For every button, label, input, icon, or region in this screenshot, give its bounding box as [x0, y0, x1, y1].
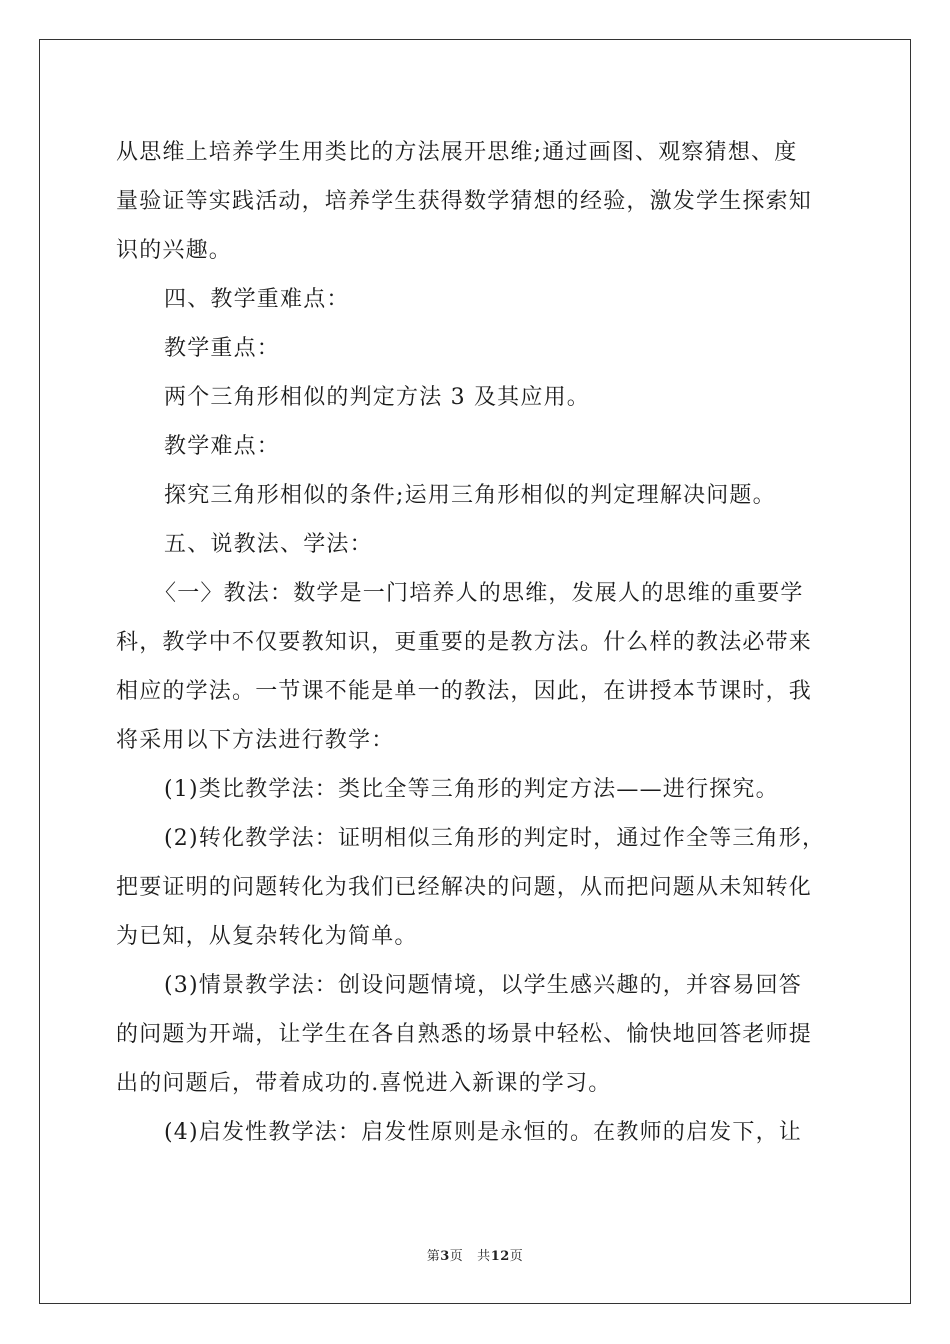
footer-page-number: 3 — [440, 1249, 450, 1264]
text-line-6: 两个三角形相似的判定方法 3 及其应用。 — [164, 385, 590, 410]
text-line-1: 从思维上培养学生用类比的方法展开思维;通过画图、观察猜想、度 — [116, 140, 798, 165]
footer-total-suffix: 页 — [509, 1249, 524, 1264]
subheading-key-points: 教学重点： — [164, 336, 281, 361]
page-footer — [0, 1245, 950, 1264]
footer-page-suffix: 页 — [449, 1249, 464, 1264]
text-line-3: 识的兴趣。 — [116, 238, 233, 263]
text-line-2: 量验证等实践活动，培养学生获得数学猜想的经验，激发学生探索知 — [116, 189, 813, 214]
section-heading-5: 五、说教法、学法： — [164, 532, 373, 557]
text-line-8: 探究三角形相似的条件;运用三角形相似的判定理解决问题。 — [164, 483, 776, 508]
footer-total-pages: 12 — [490, 1249, 510, 1264]
text-line-21: (4)启发性教学法：启发性原则是永恒的。在教师的启发下，让 — [164, 1120, 802, 1145]
text-line-17: 为已知，从复杂转化为简单。 — [116, 924, 418, 949]
text-line-13: 将采用以下方法进行教学： — [116, 728, 395, 753]
text-line-11: 科，教学中不仅要教知识，更重要的是教方法。什么样的教法必带来 — [116, 630, 813, 655]
subheading-difficulties: 教学难点： — [164, 434, 281, 459]
text-line-10: 〈一〉教法：数学是一门培养人的思维，发展人的思维的重要学 — [154, 581, 804, 606]
text-line-20: 出的问题后，带着成功的.喜悦进入新课的学习。 — [116, 1071, 612, 1096]
text-line-19: 的问题为开端，让学生在各自熟悉的场景中轻松、愉快地回答老师提 — [116, 1022, 813, 1047]
section-heading-4: 四、教学重难点： — [164, 287, 350, 312]
footer-prefix: 第 — [426, 1249, 441, 1264]
text-line-12: 相应的学法。一节课不能是单一的教法，因此，在讲授本节课时，我 — [116, 679, 813, 704]
text-line-16: 把要证明的问题转化为我们已经解决的问题，从而把问题从未知转化 — [116, 875, 813, 900]
footer-total-prefix: 共 — [477, 1249, 491, 1264]
text-line-18: (3)情景教学法：创设问题情境，以学生感兴趣的，并容易回答 — [164, 973, 802, 998]
text-line-15: (2)转化教学法：证明相似三角形的判定时，通过作全等三角形， — [164, 826, 826, 851]
document-body — [116, 128, 836, 1157]
text-line-14: (1)类比教学法：类比全等三角形的判定方法——进行探究。 — [164, 777, 779, 802]
